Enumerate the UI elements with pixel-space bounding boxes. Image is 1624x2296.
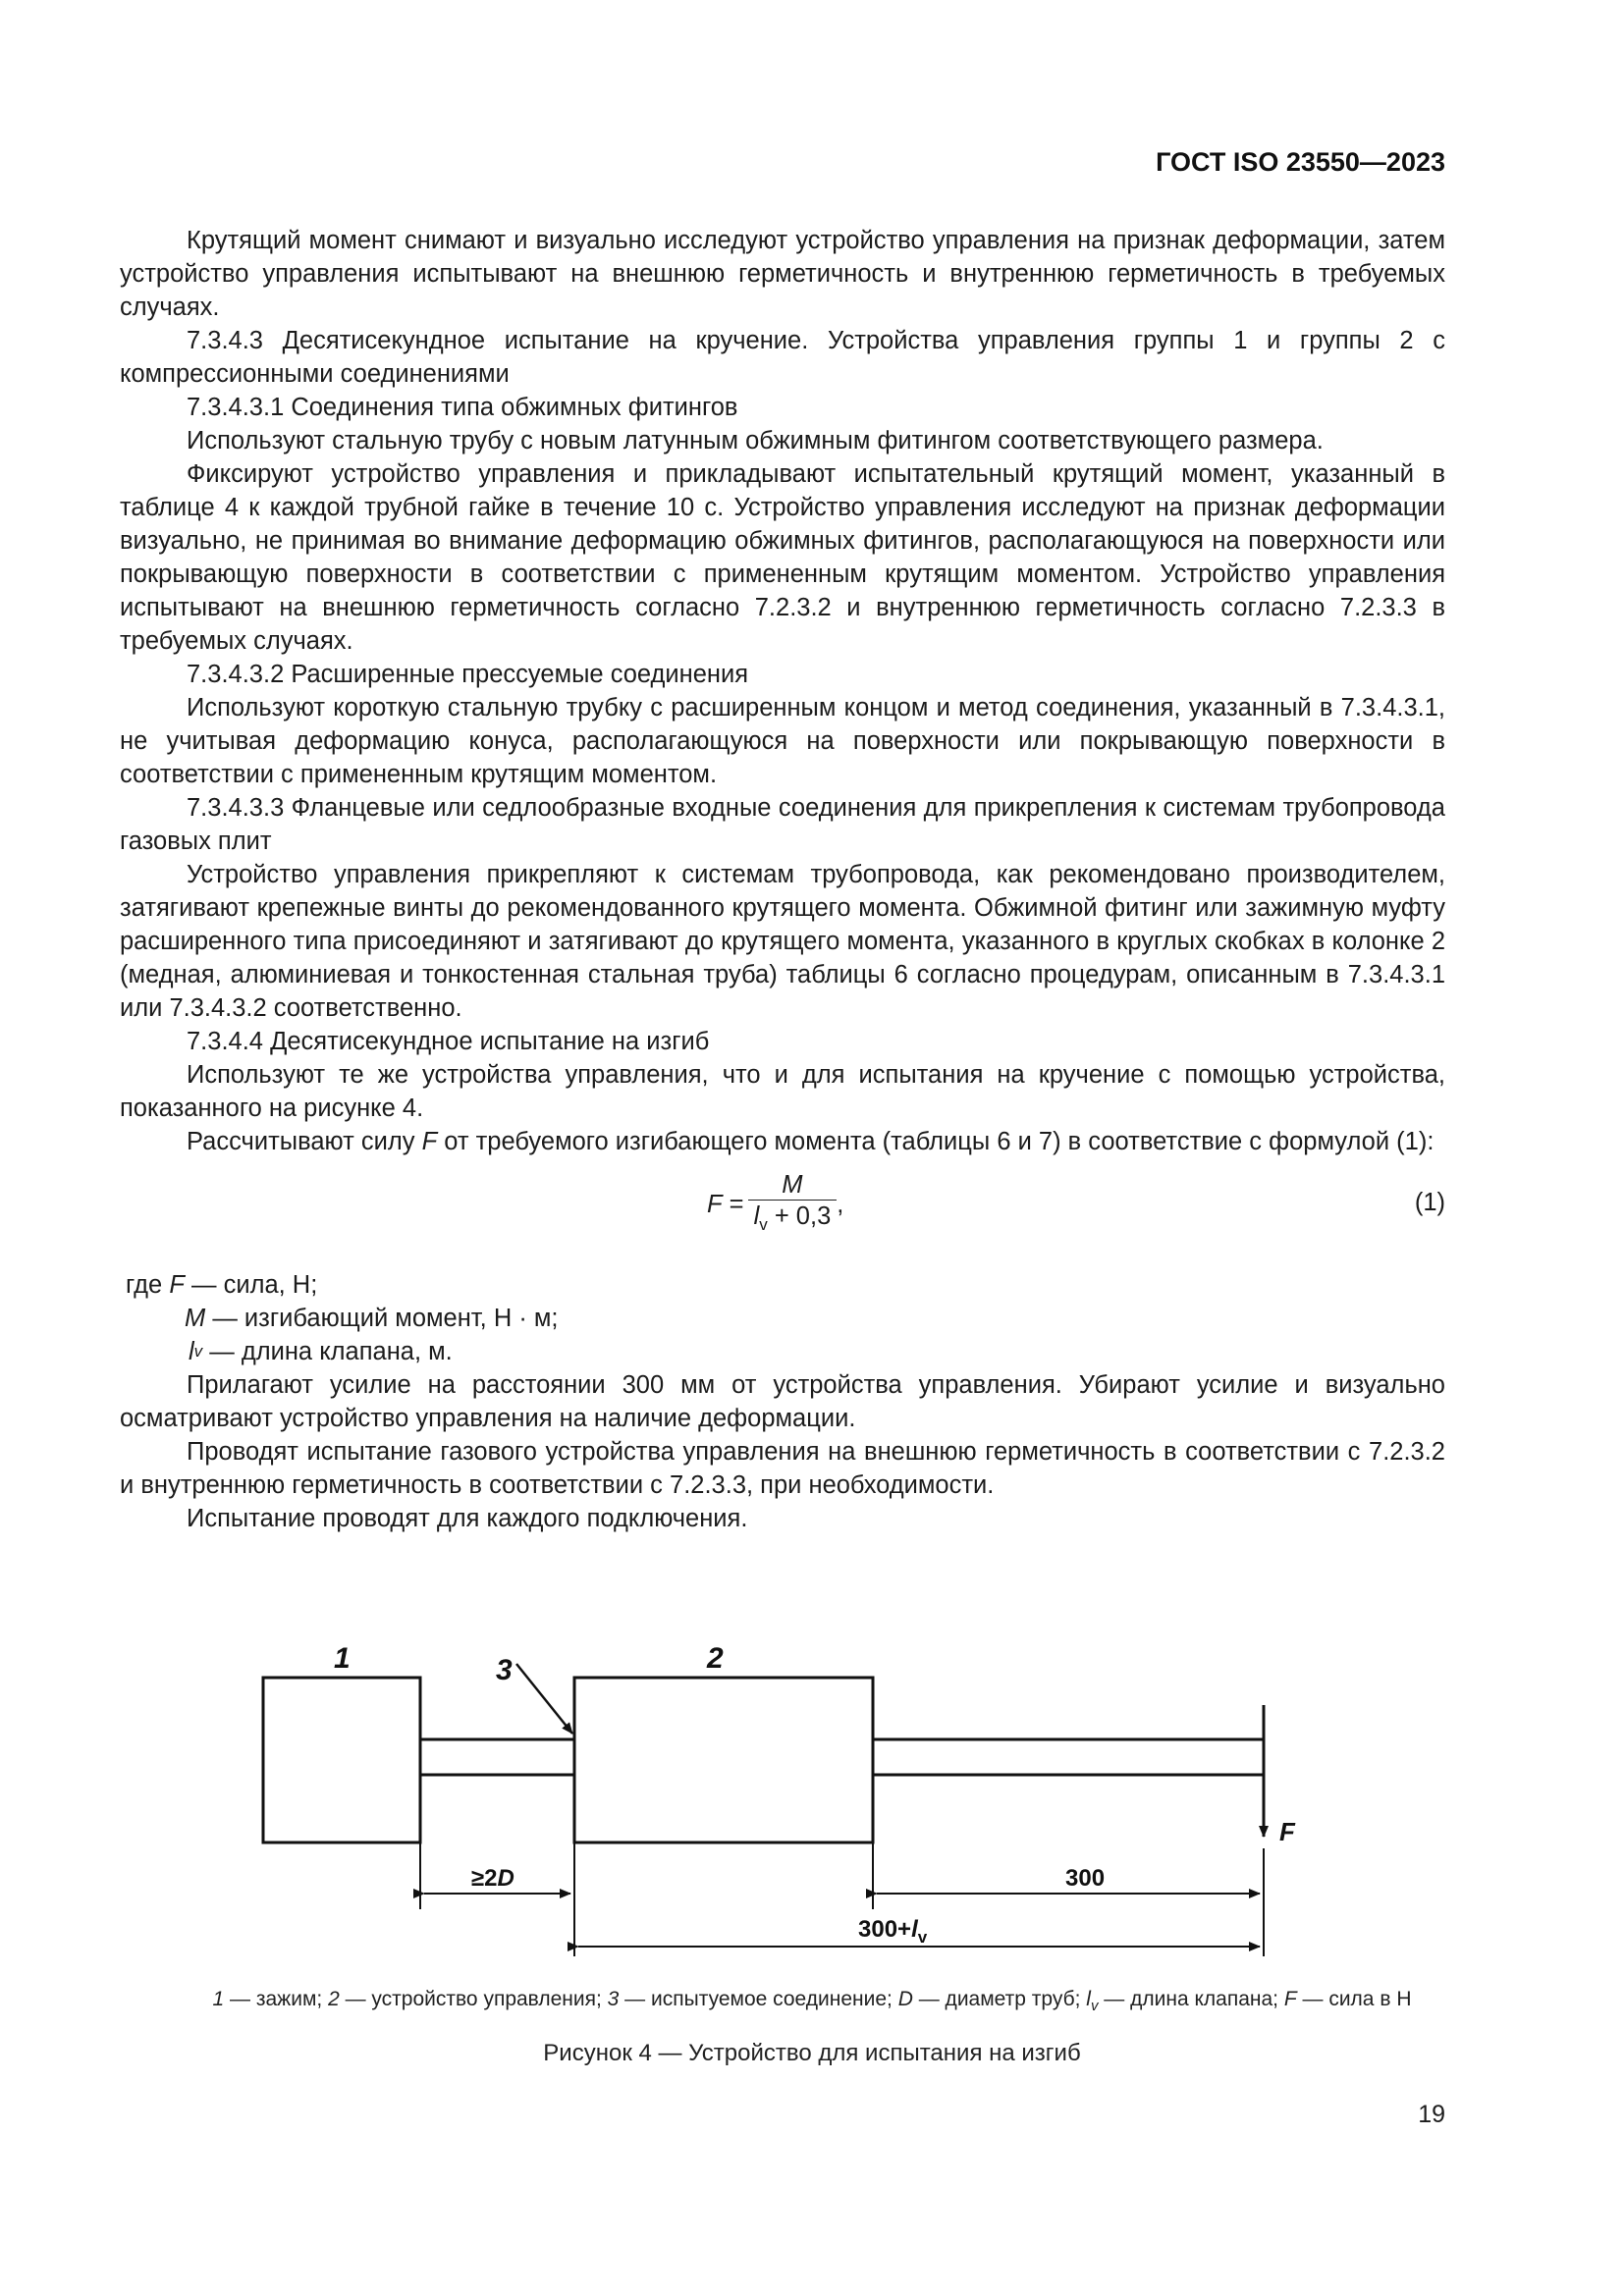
paragraph-force-intro: Рассчитывают силу F от требуемого изгибающего момента (таблицы 6 и 7) в соответствие с формулой (1): <box>187 1128 1435 1155</box>
paragraph: Прилагают усилие на расстоянии 300 мм от устройства управления. Убирают усилие и визуально осматривают устройство управления на наличие деформации. <box>120 1371 1445 1432</box>
label-clamp: 1 <box>334 1642 351 1675</box>
paragraph: Фиксируют устройство управления и прикладывают испытательный крутящий момент, указанный в таблице 4 к каждой трубной гайке в течение 10 с. Устройство управления исследуют на признак деформации визуально, не принимая во внимание деформацию обжимных фитингов, располагающуюся на поверхности или покрывающую поверхности в соответствии с примененным крутящим моментом. Устройство управления испытывают на внешнюю герметичность согласно 7.2.3.2 и внутреннюю герметичность согласно 7.2.3.3 в требуемых случаях. <box>120 460 1445 655</box>
paragraph: Используют те же устройства управления, что и для испытания на кручение с помощью устройства, показанного на рисунке 4. <box>120 1061 1445 1122</box>
dim-label-300: 300 <box>1065 1865 1106 1892</box>
formula-denominator: $l_v + 0,3$ <box>753 1202 832 1235</box>
section-heading: 7.3.4.3.1 Соединения типа обжимных фитингов <box>187 394 738 421</box>
where-item: l v — длина клапана, м. <box>189 1338 453 1365</box>
formula-expression: F = $\frac{M}{l_v + 0,3}$ , <box>707 1170 843 1241</box>
paragraph: Крутящий момент снимают и визуально исследуют устройство управления на признак деформации, затем устройство управления испытывают на внешнюю герметичность и внутреннюю герметичность в требуемых случаях. <box>120 227 1445 321</box>
dim-label-total: $300+l_v$ <box>858 1916 928 1947</box>
page-number: 19 <box>1418 2101 1445 2128</box>
section-heading: 7.3.4.4 Десятисекундное испытание на изгиб <box>187 1028 710 1055</box>
paragraph: Используют короткую стальную трубку с расширенным концом и метод соединения, указанный в 7.3.4.3.1, не учитывая деформацию конуса, располагающуюся на поверхности или покрывающую поверхности в соответствии с примененным крутящим моментом. <box>120 694 1445 788</box>
paragraph: 7.3.4.3 Десятисекундное испытание на кручение. Устройства управления группы 1 и группы 2 с компрессионными соединениями <box>120 327 1445 388</box>
clamp-block <box>263 1678 420 1842</box>
figure-caption: Рисунок 4 — Устройство для испытания на изгиб <box>543 2040 1081 2066</box>
label-force: F <box>1279 1817 1295 1846</box>
paragraph: Испытание проводят для каждого подключения. <box>187 1505 748 1532</box>
formula-number: (1) <box>1414 1189 1445 1216</box>
control-device-block <box>574 1678 873 1842</box>
bending-test-figure <box>0 1625 1624 1958</box>
document-header: ГОСТ ISO 23550—2023 <box>1156 147 1445 177</box>
paragraph: Проводят испытание газового устройства управления на внешнюю герметичность в соответствии с 7.2.3.2 и внутреннюю герметичность в соответствии с 7.2.3.3, при необходимости. <box>120 1438 1445 1499</box>
label-joint: 3 <box>496 1654 513 1686</box>
paragraph: Используют стальную трубу с новым латунным обжимным фитингом соответствующего размера. <box>187 427 1324 454</box>
dim-label-2d: ≥2D <box>471 1865 514 1892</box>
where-list <box>120 1268 1445 1368</box>
formula-1 <box>120 1168 1445 1239</box>
section-heading: 7.3.4.3.3 Фланцевые или седлообразные входные соединения для прикрепления к системам трубопровода газовых плит <box>120 794 1445 855</box>
leader-line-3 <box>516 1664 572 1734</box>
where-item: M — изгибающий момент, Н · м; <box>185 1305 559 1332</box>
where-item: где F — сила, Н; <box>126 1271 318 1299</box>
label-control-device: 2 <box>707 1642 724 1675</box>
paragraph: Устройство управления прикрепляют к системам трубопровода, как рекомендовано производителем, затягивают крепежные винты до рекомендованного крутящего момента. Обжимной фитинг или зажимную муфту расширенного типа присоединяют и затягивают до крутящего момента, указанного в круглых скобках в колонке 2 (медная, алюминиевая и тонкостенная стальная труба) таблицы 6 согласно процедурам, описанным в 7.3.4.3.1 или 7.3.4.3.2 соответственно. <box>120 861 1445 1022</box>
body-text <box>120 224 1445 1535</box>
section-heading: 7.3.4.3.2 Расширенные прессуемые соединения <box>187 661 749 688</box>
formula-numerator: M <box>748 1170 838 1201</box>
figure-legend: 1 — зажим; 2 — устройство управления; 3 — испытуемое соединение; D — диаметр труб; $l_v$ — длина клапана; F — сила в Н <box>212 1988 1412 2015</box>
